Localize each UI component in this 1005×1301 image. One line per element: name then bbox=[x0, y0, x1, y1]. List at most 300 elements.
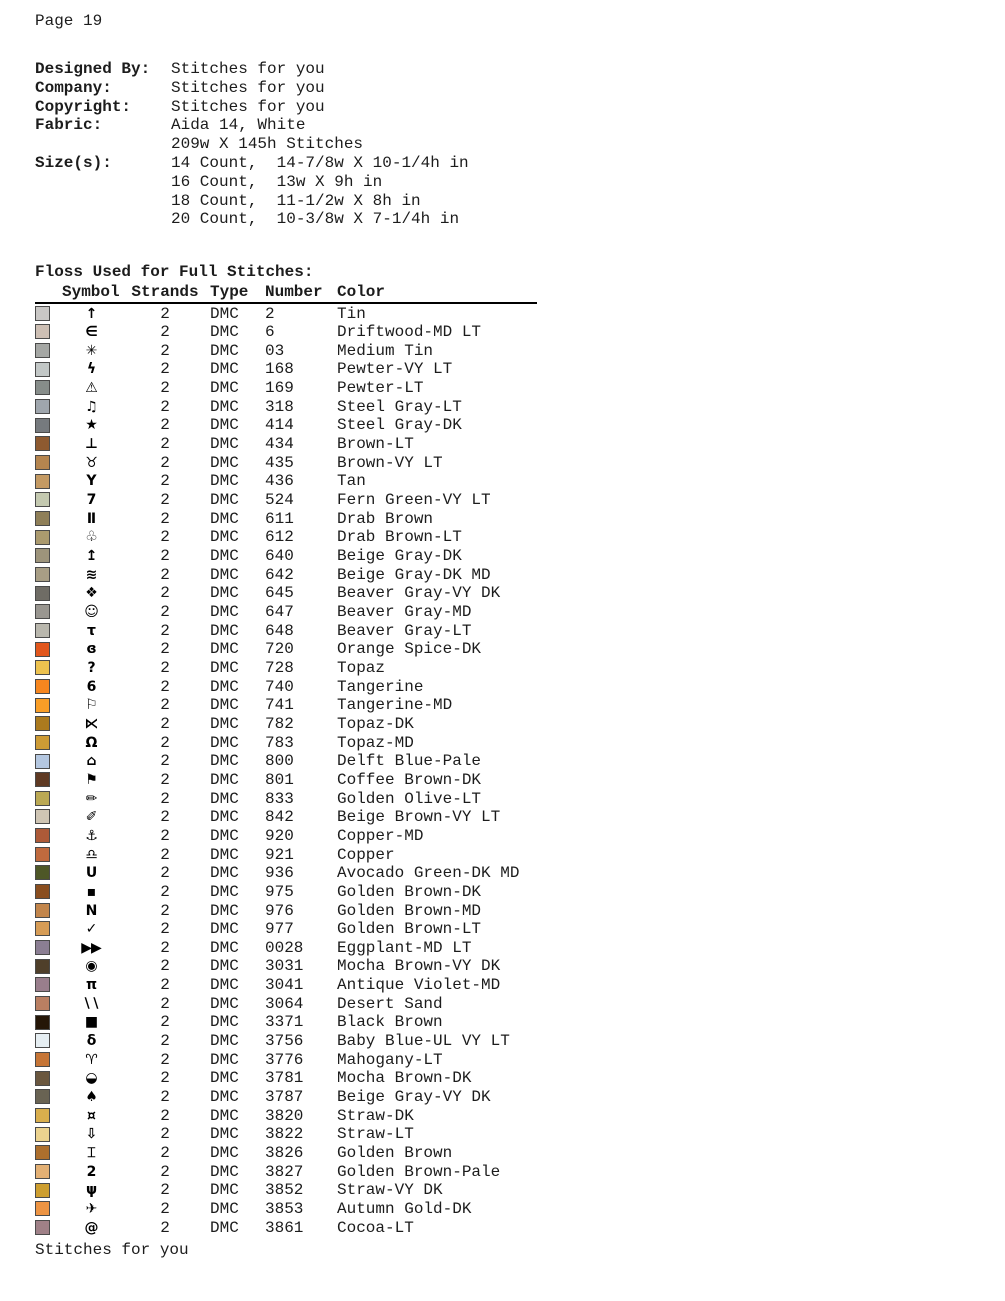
color-swatch bbox=[35, 1220, 50, 1235]
color-swatch bbox=[35, 418, 50, 433]
info-label: Size(s): bbox=[35, 153, 112, 172]
color-name: Golden Brown-DK bbox=[337, 882, 482, 901]
color-swatch bbox=[35, 1145, 50, 1160]
floss-number: 3776 bbox=[265, 1050, 304, 1069]
color-swatch bbox=[35, 921, 50, 936]
color-name: Beige Gray-VY DK bbox=[337, 1088, 491, 1107]
color-swatch bbox=[35, 380, 50, 395]
floss-number: 728 bbox=[265, 658, 294, 677]
stitch-symbol: ◉ bbox=[85, 958, 97, 975]
floss-type: DMC bbox=[210, 677, 239, 696]
floss-number: 3787 bbox=[265, 1088, 304, 1107]
floss-number: 741 bbox=[265, 696, 294, 715]
color-name: Copper bbox=[337, 845, 395, 864]
floss-table bbox=[35, 283, 537, 1237]
header-color: Color bbox=[337, 283, 386, 302]
color-name: Antique Violet-MD bbox=[337, 976, 501, 995]
color-swatch bbox=[35, 1071, 50, 1086]
stitch-symbol: N bbox=[85, 902, 97, 919]
floss-row bbox=[35, 565, 537, 584]
floss-type: DMC bbox=[210, 509, 239, 528]
color-name: Straw-VY DK bbox=[337, 1181, 443, 1200]
floss-number: 3371 bbox=[265, 1013, 304, 1032]
color-name: Copper-MD bbox=[337, 826, 424, 845]
floss-type: DMC bbox=[210, 1162, 239, 1181]
floss-number: 612 bbox=[265, 528, 294, 547]
floss-type: DMC bbox=[210, 379, 239, 398]
floss-number: 524 bbox=[265, 491, 294, 510]
floss-number: 414 bbox=[265, 416, 294, 435]
swatch-cell bbox=[35, 1051, 62, 1069]
strands-value: 2 bbox=[160, 1181, 170, 1200]
color-name: Fern Green-VY LT bbox=[337, 491, 491, 510]
floss-row bbox=[35, 733, 537, 752]
floss-type: DMC bbox=[210, 397, 239, 416]
strands-value: 2 bbox=[160, 640, 170, 659]
info-row bbox=[35, 210, 1005, 229]
floss-row bbox=[35, 1069, 537, 1088]
floss-number: 0028 bbox=[265, 938, 304, 957]
strands-value: 2 bbox=[160, 528, 170, 547]
color-swatch bbox=[35, 642, 50, 657]
stitch-symbol: ⚑ bbox=[85, 771, 97, 788]
info-row bbox=[35, 135, 1005, 154]
stitch-symbol: τ bbox=[87, 622, 95, 639]
strands-value: 2 bbox=[160, 565, 170, 584]
info-value: 18 Count, 11-1/2w X 8h in bbox=[171, 191, 421, 210]
color-swatch bbox=[35, 809, 50, 824]
floss-table-title: Floss Used for Full Stitches: bbox=[35, 263, 314, 282]
floss-type: DMC bbox=[210, 714, 239, 733]
floss-type: DMC bbox=[210, 1088, 239, 1107]
floss-number: 611 bbox=[265, 509, 294, 528]
color-swatch bbox=[35, 567, 50, 582]
color-name: Mocha Brown-DK bbox=[337, 1069, 472, 1088]
info-row bbox=[35, 154, 1005, 173]
strands-value: 2 bbox=[160, 547, 170, 566]
floss-number: 3820 bbox=[265, 1106, 304, 1125]
stitch-symbol: ☺ bbox=[84, 604, 98, 620]
strands-value: 2 bbox=[160, 976, 170, 995]
info-value: 14 Count, 14-7/8w X 10-1/4h in bbox=[171, 153, 469, 172]
color-name: Pewter-LT bbox=[337, 379, 424, 398]
stitch-symbol: ↑ bbox=[85, 305, 97, 322]
swatch-cell bbox=[35, 883, 62, 901]
info-row bbox=[35, 79, 1005, 98]
floss-number: 3853 bbox=[265, 1200, 304, 1218]
strands-value: 2 bbox=[160, 901, 170, 920]
color-name: Golden Brown bbox=[337, 1144, 453, 1163]
color-swatch bbox=[35, 586, 50, 601]
floss-type: DMC bbox=[210, 808, 239, 827]
floss-number: 3826 bbox=[265, 1144, 304, 1163]
strands-value: 2 bbox=[160, 1088, 170, 1107]
stitch-symbol: ■ bbox=[84, 1014, 98, 1031]
color-name: Topaz-MD bbox=[337, 733, 414, 752]
color-name: Pewter-VY LT bbox=[337, 360, 453, 379]
pattern-info-block bbox=[35, 60, 1005, 229]
swatch-cell bbox=[35, 827, 62, 845]
floss-number: 800 bbox=[265, 752, 294, 771]
color-swatch bbox=[35, 735, 50, 750]
color-name: Topaz bbox=[337, 658, 386, 677]
color-name: Beaver Gray-LT bbox=[337, 621, 472, 640]
floss-type: DMC bbox=[210, 994, 239, 1013]
info-value: Stitches for you bbox=[171, 97, 325, 116]
floss-row bbox=[35, 547, 537, 566]
floss-row bbox=[35, 304, 537, 323]
color-swatch bbox=[35, 1183, 50, 1198]
info-row bbox=[35, 98, 1005, 117]
floss-number: 936 bbox=[265, 864, 294, 883]
floss-number: 3041 bbox=[265, 976, 304, 995]
color-name: Topaz-DK bbox=[337, 714, 414, 733]
stitch-symbol: ❖ bbox=[85, 585, 97, 602]
floss-type: DMC bbox=[210, 752, 239, 771]
floss-number: 783 bbox=[265, 733, 294, 752]
swatch-cell bbox=[35, 1219, 62, 1237]
stitch-symbol: ? bbox=[87, 659, 95, 676]
swatch-cell bbox=[35, 715, 62, 733]
floss-type: DMC bbox=[210, 603, 239, 621]
stitch-symbol: ⚠ bbox=[85, 380, 97, 397]
strands-value: 2 bbox=[160, 397, 170, 416]
floss-row bbox=[35, 1106, 537, 1125]
color-swatch bbox=[35, 1033, 50, 1048]
swatch-cell bbox=[35, 323, 62, 341]
floss-number: 3861 bbox=[265, 1218, 304, 1237]
color-swatch bbox=[35, 977, 50, 992]
swatch-cell bbox=[35, 678, 62, 696]
floss-row bbox=[35, 341, 537, 360]
floss-type: DMC bbox=[210, 658, 239, 677]
color-name: Beige Brown-VY LT bbox=[337, 808, 501, 827]
floss-number: 6 bbox=[265, 323, 275, 342]
floss-number: 740 bbox=[265, 677, 294, 696]
strands-value: 2 bbox=[160, 1069, 170, 1088]
floss-number: 976 bbox=[265, 901, 294, 920]
stitch-symbol: ɞ bbox=[86, 641, 96, 658]
color-swatch bbox=[35, 772, 50, 787]
info-label bbox=[35, 173, 171, 192]
stitch-symbol: ⇩ bbox=[85, 1126, 97, 1143]
floss-type: DMC bbox=[210, 528, 239, 547]
floss-row bbox=[35, 938, 537, 957]
color-swatch bbox=[35, 1015, 50, 1030]
color-name: Delft Blue-Pale bbox=[337, 752, 482, 771]
color-swatch bbox=[35, 436, 50, 451]
color-swatch bbox=[35, 754, 50, 769]
floss-number: 801 bbox=[265, 770, 294, 789]
color-swatch bbox=[35, 1052, 50, 1067]
stitch-symbol: ▪ bbox=[86, 883, 96, 900]
color-swatch bbox=[35, 455, 50, 470]
color-swatch bbox=[35, 660, 50, 675]
floss-number: 782 bbox=[265, 714, 294, 733]
strands-value: 2 bbox=[160, 379, 170, 398]
color-name: Steel Gray-LT bbox=[337, 397, 462, 416]
floss-row bbox=[35, 976, 537, 995]
color-swatch bbox=[35, 828, 50, 843]
strands-value: 2 bbox=[160, 603, 170, 621]
floss-number: 648 bbox=[265, 621, 294, 640]
floss-row bbox=[35, 1144, 537, 1163]
stitch-symbol: ♉ bbox=[85, 454, 97, 471]
color-swatch bbox=[35, 511, 50, 526]
info-label bbox=[35, 210, 171, 229]
floss-type: DMC bbox=[210, 882, 239, 901]
floss-row bbox=[35, 920, 537, 939]
floss-type: DMC bbox=[210, 323, 239, 342]
swatch-cell bbox=[35, 1088, 62, 1106]
color-swatch bbox=[35, 865, 50, 880]
floss-row bbox=[35, 379, 537, 398]
strands-value: 2 bbox=[160, 323, 170, 342]
floss-row bbox=[35, 435, 537, 454]
info-label bbox=[35, 192, 171, 211]
color-swatch bbox=[35, 1164, 50, 1179]
floss-type: DMC bbox=[210, 957, 239, 976]
floss-type: DMC bbox=[210, 1013, 239, 1032]
floss-row bbox=[35, 1125, 537, 1144]
stitch-symbol: Ω bbox=[85, 734, 97, 751]
floss-type: DMC bbox=[210, 1032, 239, 1051]
floss-type: DMC bbox=[210, 453, 239, 472]
stitch-symbol: ♎ bbox=[85, 846, 97, 863]
stitch-symbol: ψ bbox=[85, 1182, 97, 1199]
swatch-cell bbox=[35, 566, 62, 584]
floss-row bbox=[35, 715, 537, 734]
color-name: Drab Brown bbox=[337, 509, 434, 528]
floss-type: DMC bbox=[210, 584, 239, 603]
swatch-cell bbox=[35, 659, 62, 677]
floss-type: DMC bbox=[210, 826, 239, 845]
strands-value: 2 bbox=[160, 920, 170, 939]
color-swatch bbox=[35, 530, 50, 545]
floss-type: DMC bbox=[210, 304, 239, 323]
swatch-cell bbox=[35, 472, 62, 490]
color-name: Brown-LT bbox=[337, 435, 414, 454]
swatch-cell bbox=[35, 584, 62, 602]
floss-row bbox=[35, 808, 537, 827]
stitch-symbol: ✐ bbox=[85, 809, 97, 826]
strands-value: 2 bbox=[160, 416, 170, 435]
color-name: Black Brown bbox=[337, 1013, 443, 1032]
color-name: Steel Gray-DK bbox=[337, 416, 462, 435]
floss-type: DMC bbox=[210, 864, 239, 883]
info-value: 209w X 145h Stitches bbox=[171, 135, 364, 154]
floss-type: DMC bbox=[210, 920, 239, 939]
floss-type: DMC bbox=[210, 435, 239, 454]
floss-number: 3827 bbox=[265, 1162, 304, 1181]
color-swatch bbox=[35, 604, 50, 619]
stitch-symbol: ϟ bbox=[86, 361, 96, 378]
swatch-cell bbox=[35, 1032, 62, 1050]
stitch-symbol: ♠ bbox=[85, 1089, 97, 1106]
floss-number: 3064 bbox=[265, 994, 304, 1013]
swatch-cell bbox=[35, 305, 62, 323]
floss-number: 3781 bbox=[265, 1069, 304, 1088]
stitch-symbol: ⚐ bbox=[85, 697, 97, 714]
floss-type: DMC bbox=[210, 547, 239, 566]
stitch-symbol: ★ bbox=[85, 417, 97, 434]
floss-number: 169 bbox=[265, 379, 294, 398]
floss-number: 3852 bbox=[265, 1181, 304, 1200]
color-swatch bbox=[35, 1127, 50, 1142]
swatch-cell bbox=[35, 864, 62, 882]
color-name: Beaver Gray-VY DK bbox=[337, 584, 501, 603]
floss-type: DMC bbox=[210, 1200, 239, 1218]
swatch-cell bbox=[35, 510, 62, 528]
color-swatch bbox=[35, 343, 50, 358]
floss-row bbox=[35, 901, 537, 920]
color-swatch bbox=[35, 679, 50, 694]
swatch-cell bbox=[35, 734, 62, 752]
strands-value: 2 bbox=[160, 453, 170, 472]
strands-value: 2 bbox=[160, 752, 170, 771]
floss-type: DMC bbox=[210, 938, 239, 957]
color-name: Straw-DK bbox=[337, 1106, 414, 1125]
floss-number: 3822 bbox=[265, 1125, 304, 1144]
strands-value: 2 bbox=[160, 994, 170, 1013]
floss-row bbox=[35, 696, 537, 715]
color-name: Medium Tin bbox=[337, 341, 434, 360]
color-swatch bbox=[35, 791, 50, 806]
strands-value: 2 bbox=[160, 882, 170, 901]
stitch-symbol: U bbox=[85, 865, 97, 882]
floss-type: DMC bbox=[210, 1218, 239, 1237]
color-swatch bbox=[35, 996, 50, 1011]
swatch-cell bbox=[35, 491, 62, 509]
stitch-symbol: ∈ bbox=[85, 324, 97, 341]
color-name: Golden Olive-LT bbox=[337, 789, 482, 808]
swatch-cell bbox=[35, 379, 62, 397]
stitch-symbol: ⌶ bbox=[87, 1145, 95, 1162]
swatch-cell bbox=[35, 603, 62, 621]
stitch-symbol: ♧ bbox=[85, 529, 97, 546]
strands-value: 2 bbox=[160, 1144, 170, 1163]
stitch-symbol: ◒ bbox=[85, 1070, 97, 1087]
floss-type: DMC bbox=[210, 416, 239, 435]
color-swatch bbox=[35, 1089, 50, 1104]
strands-value: 2 bbox=[160, 621, 170, 640]
floss-row bbox=[35, 752, 537, 771]
swatch-cell bbox=[35, 528, 62, 546]
swatch-cell bbox=[35, 1125, 62, 1143]
color-name: Beige Gray-DK MD bbox=[337, 565, 491, 584]
floss-number: 3031 bbox=[265, 957, 304, 976]
floss-type: DMC bbox=[210, 341, 239, 360]
color-swatch bbox=[35, 399, 50, 414]
floss-row bbox=[35, 1200, 537, 1219]
floss-type: DMC bbox=[210, 733, 239, 752]
floss-row bbox=[35, 509, 537, 528]
color-name: Tin bbox=[337, 304, 366, 323]
swatch-cell bbox=[35, 790, 62, 808]
floss-row bbox=[35, 1181, 537, 1200]
stitch-symbol: ✏ bbox=[85, 790, 97, 807]
swatch-cell bbox=[35, 1144, 62, 1162]
floss-type: DMC bbox=[210, 491, 239, 510]
stitch-symbol: 6 bbox=[86, 678, 96, 695]
strands-value: 2 bbox=[160, 1162, 170, 1181]
color-name: Beige Gray-DK bbox=[337, 547, 462, 566]
strands-value: 2 bbox=[160, 789, 170, 808]
color-name: Autumn Gold-DK bbox=[337, 1200, 472, 1218]
strands-value: 2 bbox=[160, 808, 170, 827]
swatch-cell bbox=[35, 808, 62, 826]
floss-number: 3756 bbox=[265, 1032, 304, 1051]
color-swatch bbox=[35, 324, 50, 339]
color-name: Mahogany-LT bbox=[337, 1050, 443, 1069]
floss-type: DMC bbox=[210, 901, 239, 920]
strands-value: 2 bbox=[160, 584, 170, 603]
swatch-cell bbox=[35, 696, 62, 714]
floss-row bbox=[35, 1162, 537, 1181]
strands-value: 2 bbox=[160, 435, 170, 454]
stitch-symbol: ♈ bbox=[85, 1051, 97, 1068]
stitch-symbol: ▶▶ bbox=[81, 939, 101, 956]
swatch-cell bbox=[35, 1107, 62, 1125]
floss-number: 921 bbox=[265, 845, 294, 864]
info-row bbox=[35, 192, 1005, 211]
color-swatch bbox=[35, 492, 50, 507]
floss-row bbox=[35, 584, 537, 603]
floss-number: 436 bbox=[265, 472, 294, 491]
stitch-symbol: ✳ bbox=[85, 342, 97, 359]
floss-type: DMC bbox=[210, 360, 239, 379]
color-name: Tangerine bbox=[337, 677, 424, 696]
floss-row bbox=[35, 864, 537, 883]
footer-text: Stitches for you bbox=[35, 1240, 189, 1259]
floss-row bbox=[35, 1013, 537, 1032]
color-name: Drab Brown-LT bbox=[337, 528, 462, 547]
strands-value: 2 bbox=[160, 1200, 170, 1218]
stitch-symbol: Y bbox=[86, 473, 96, 490]
floss-row bbox=[35, 994, 537, 1013]
color-name: Avocado Green-DK MD bbox=[337, 864, 520, 883]
floss-type: DMC bbox=[210, 976, 239, 995]
stitch-symbol: ⚓ bbox=[85, 827, 97, 844]
color-swatch bbox=[35, 847, 50, 862]
swatch-cell bbox=[35, 920, 62, 938]
floss-number: 975 bbox=[265, 882, 294, 901]
info-label: Company: bbox=[35, 78, 112, 97]
color-swatch bbox=[35, 623, 50, 638]
info-label bbox=[35, 135, 171, 154]
floss-row bbox=[35, 1088, 537, 1107]
strands-value: 2 bbox=[160, 864, 170, 883]
floss-type: DMC bbox=[210, 565, 239, 584]
color-name: Tangerine-MD bbox=[337, 696, 453, 715]
swatch-cell bbox=[35, 752, 62, 770]
floss-type: DMC bbox=[210, 770, 239, 789]
floss-row bbox=[35, 659, 537, 678]
floss-type: DMC bbox=[210, 1125, 239, 1144]
floss-row bbox=[35, 640, 537, 659]
strands-value: 2 bbox=[160, 658, 170, 677]
color-name: Cocoa-LT bbox=[337, 1218, 414, 1237]
floss-row bbox=[35, 603, 537, 622]
swatch-cell bbox=[35, 1200, 62, 1218]
color-name: Brown-VY LT bbox=[337, 453, 443, 472]
stitch-symbol: ≋ bbox=[85, 566, 97, 583]
stitch-symbol: ♫ bbox=[85, 398, 97, 415]
swatch-cell bbox=[35, 771, 62, 789]
info-row bbox=[35, 60, 1005, 79]
swatch-cell bbox=[35, 846, 62, 864]
stitch-symbol: ⌂ bbox=[86, 753, 96, 770]
